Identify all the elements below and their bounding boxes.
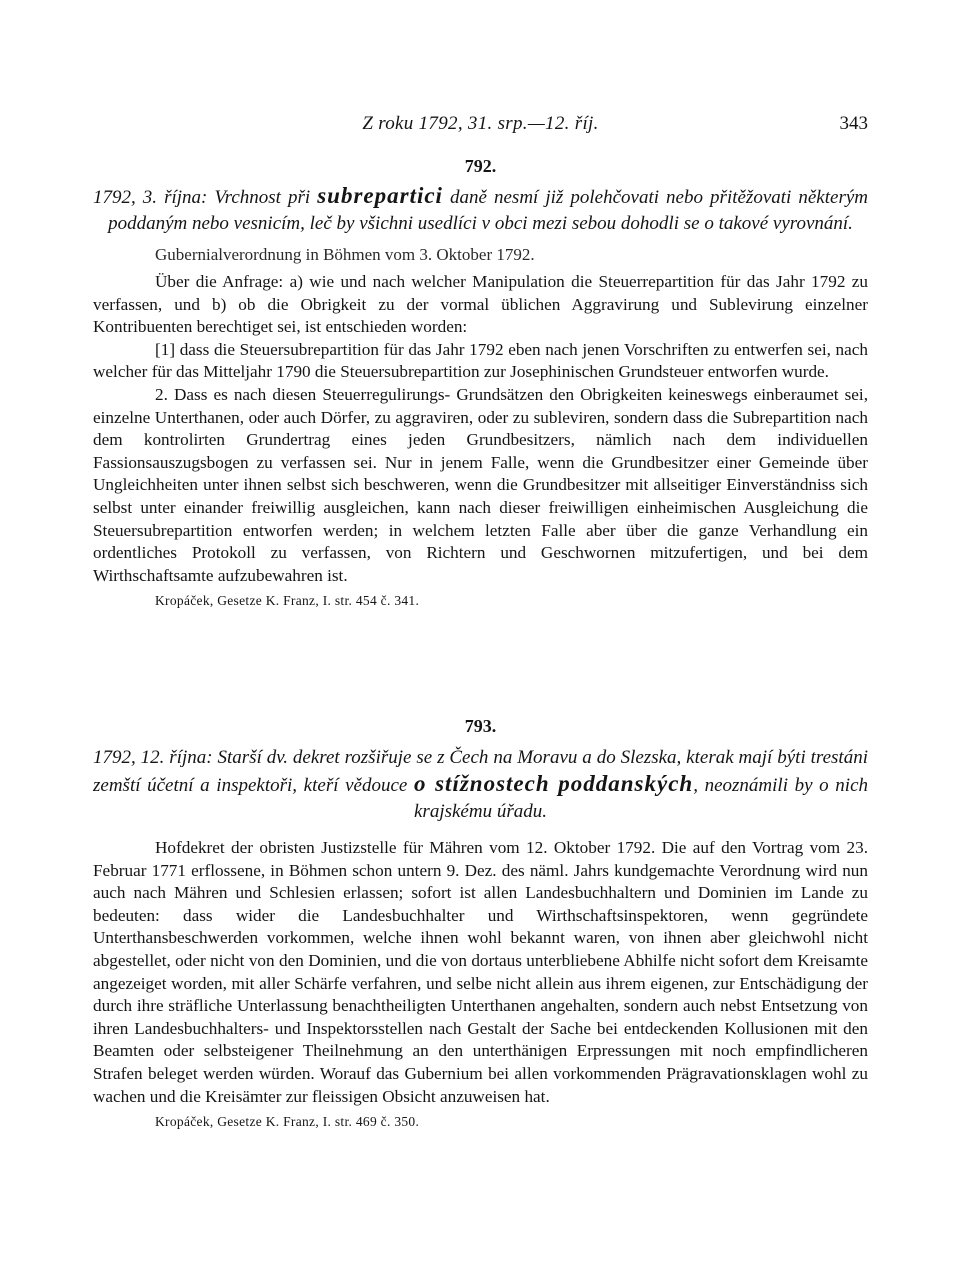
document-number: 792. — [464, 156, 497, 176]
citation: Kropáček, Gesetze K. Franz, I. str. 469 č. 350. — [155, 1114, 420, 1130]
running-head-title: Z roku 1792, 31. srp.—12. říj. — [362, 113, 599, 134]
summary-date: 1792, 12. října: — [93, 747, 213, 768]
summary-keyword: subrepartici — [317, 183, 443, 208]
body-paragraph: Hofdekret der obristen Justizstelle für Mähren vom 12. Oktober 1792. Die auf den Vortrag vom 23. Februar 1771 erflossene, in Böhmen schon untern 9. Dez. des näml. Jahrs kundgemachte Verordnung wird nun auch nach Mähren und Schlesien erlassen; sofort ist allen Landesbuchhaltern und Dominien im Lande zu bedeuten: dass wider die Landesbuchhalter und Wirthschaftsinspektoren, wenn gegründete Unterthansbeschwerden vorkommen, welche ihnen wohl bekannt waren, von ihnen aber gleichwohl nicht abgestellet, oder nicht von den Dominien, und die von dortaus unterbliebene Abhilfe nicht sofort dem Kreisamte angezeiget worden, mit aller Schärfe verfahren, und selbe nicht allein aus ihrem eigenen, zur Entschädigung der durch ihre sträfliche Unterlassung benachtheiligten Unterthanen angehalten, sondern auch nebst Entsetzung von ihren Landesbuchhalters- und Inspektorsstellen nach Gestalt der Sache bei entdeckenden Kollusionen mit den Beamten oder selbsteigener Theilnehmung an den unterthänigen Erpressungen mit noch empfindlicheren Strafen beleget werden würden. Worauf das Gubernium bei allen vorkommenden Prägravationsklagen wohl zu wachen und die Kreisämter zur fleissigen Obsicht anzuweisen hat. — [93, 838, 868, 1106]
source-heading: Gubernialverordnung in Böhmen vom 3. Oktober 1792. — [155, 245, 535, 264]
body-paragraph: [1] dass die Steuersubrepartition für das Jahr 1792 eben nach jenen Vorschriften zu entwerfen sei, nach welcher für das Mitteljahr 1790 die Steuersubrepartition zur Josephinischen Grundsteuer entworfen wurde. — [93, 339, 868, 382]
document-body — [93, 837, 868, 1108]
document-summary — [93, 183, 868, 237]
document-entry — [93, 713, 868, 1133]
document-body — [93, 271, 868, 587]
summary-text: , neoznámili by o nich krajskému úřadu. — [414, 775, 869, 822]
page-number: 343 — [839, 113, 868, 134]
document-number: 793. — [464, 716, 497, 736]
summary-text: daně nesmí již polehčovati nebo přitěžovati některým poddaným nebo vesnicím, leč by všichni usedlíci v obci mezi sebou dohodli se o takové vyrovnání. — [108, 187, 868, 234]
summary-text: Starší dv. dekret rozšiřuje se z Čech na Moravu a do Slezska, kterak mají býti trestáni zemští účetní a inspektoři, kteří vědouce — [93, 747, 868, 796]
body-paragraph: Über die Anfrage: a) wie und nach welcher Manipulation die Steuerrepartition für das Jahr 1792 zu verfassen, und b) ob die Obrigkeit zu der vormal üblichen Aggravirung und Sublevirung einzelner Kontribuenten berechtiget sei, ist entschieden worden: — [93, 272, 868, 337]
citation: Kropáček, Gesetze K. Franz, I. str. 454 č. 341. — [155, 593, 420, 609]
summary-keyword: o stížnostech poddanských — [413, 771, 694, 796]
running-head — [93, 113, 868, 141]
document-summary — [93, 745, 868, 825]
document-entry — [93, 153, 868, 612]
summary-date: 1792, 3. října: — [93, 187, 208, 208]
summary-text: Vrchnost při — [207, 187, 318, 208]
body-paragraph: 2. Dass es nach diesen Steuerregulirungs- Grundsätzen den Obrigkeiten keineswegs einberaumet sei, einzelne Unterthanen, oder auch Dörfer, zu aggraviren, oder zu subleviren, sondern dass die Subrepartition nach dem kontrolirten Grundertrag eines jeden Grundbesitzers, nämlich nach dem individuellen Fassionsauszugsbogen zu verfassen sei. Nur in jenem Falle, wenn die Grundbesitzer einer Gemeinde über Ungleichheiten unter ihnen selbst sich beschweren, wenn die Grundbesitzer mit allseitiger Einverständniss sich selbst unter einander freiwillig ausgleichen, kann nach dieser freiwilligen einheimischen Ausgleichung die Steuersubrepartition entworfen werden; in welchem letzten Falle aber über die ganze Verhandlung ein ordentliches Protokoll zu verfassen, von Richtern und Geschwornen mitzufertigen, und bei dem Wirthschaftsamte aufzubewahren ist. — [93, 384, 868, 585]
